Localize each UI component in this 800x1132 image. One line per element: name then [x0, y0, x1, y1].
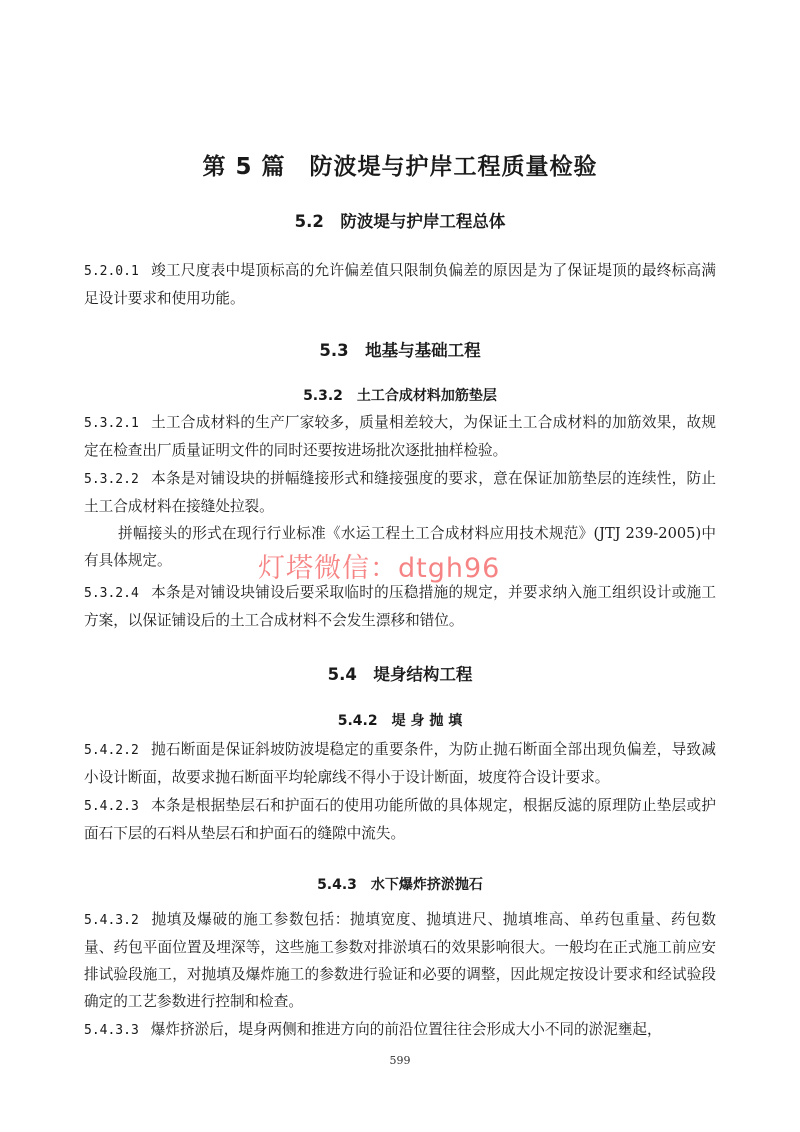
- section-title-5-2: 5.2 防波堤与护岸工程总体: [294, 212, 506, 231]
- clause-number: 5.3.2.1: [84, 416, 139, 431]
- section-title-5-4: 5.4 堤身结构工程: [327, 665, 473, 684]
- paragraph-5-4-2-3: [84, 792, 716, 847]
- clause-text: 本条是对铺设块的拼幅缝接形式和缝接强度的要求，意在保证加筋垫层的连续性，防止土工合成材料在接缝处拉裂。: [84, 470, 716, 515]
- clause-text: 抛填及爆破的施工参数包括：抛填宽度、抛填进尺、抛填堆高、单药包重量、药包数量、药包平面位置及埋深等，这些施工参数对排淤填石的效果影响很大。一般均在正式施工前应安排试验段施工，对抛填及爆炸施工的参数进行验证和必要的调整，因此规定按设计要求和经试验段确定的工艺参数进行控制和检查。: [84, 911, 716, 1010]
- clause-number: 5.4.2.2: [84, 743, 139, 758]
- clause-number: 5.3.2.4: [84, 586, 139, 601]
- page-number: 599: [389, 1054, 411, 1067]
- subsection-title-5-3-2: 5.3.2 土工合成材料加筋垫层: [303, 388, 497, 404]
- clause-number: 5.4.2.3: [84, 799, 139, 814]
- paragraph-5-2-0-1: [84, 257, 716, 312]
- clause-text: 土工合成材料的生产厂家较多，质量相差较大，为保证土工合成材料的加筋效果，故规定在检查出厂质量证明文件的同时还要按进场批次逐批抽样检验。: [84, 414, 716, 459]
- clause-number: 5.3.2.2: [84, 472, 139, 487]
- watermark-text: 灯塔微信：dtgh96: [258, 553, 501, 584]
- paragraph-5-3-2-1: [84, 409, 716, 464]
- subsection-title-5-4-2: 5.4.2 堤 身 抛 填: [337, 713, 463, 729]
- paragraph-5-4-3-3: [84, 1016, 716, 1044]
- clause-text: 本条是对铺设块铺设后要采取临时的压稳措施的规定，并要求纳入施工组织设计或施工方案，以保证铺设后的土工合成材料不会发生漂移和错位。: [84, 584, 716, 629]
- clause-text: 本条是根据垫层石和护面石的使用功能所做的具体规定，根据反滤的原理防止垫层或护面石下层的石料从垫层石和护面石的缝隙中流失。: [84, 797, 716, 842]
- clause-text: 竣工尺度表中堤顶标高的允许偏差值只限制负偏差的原因是为了保证堤顶的最终标高满足设计要求和使用功能。: [84, 262, 716, 307]
- section-title-5-3: 5.3 地基与基础工程: [319, 341, 481, 360]
- subsection-title-5-4-3: 5.4.3 水下爆炸挤淤抛石: [317, 877, 483, 893]
- clause-number: 5.4.3.2: [84, 913, 139, 928]
- paragraph-5-3-2-4: [84, 579, 716, 634]
- paragraph-5-3-2-2: [84, 465, 716, 520]
- paragraph-5-4-2-2: [84, 736, 716, 791]
- clause-number: 5.4.3.3: [84, 1023, 139, 1038]
- clause-text: 爆炸挤淤后，堤身两侧和推进方向的前沿位置往往会形成大小不同的淤泥壅起，: [150, 1021, 662, 1038]
- clause-text: 抛石断面是保证斜坡防波堤稳定的重要条件，为防止抛石断面全部出现负偏差，导致减小设计断面，故要求抛石断面平均轮廓线不得小于设计断面，坡度符合设计要求。: [84, 741, 716, 786]
- paragraph-5-3-2-2-continued: 拼幅接头的形式在现行行业标准《水运工程土工合成材料应用技术规范》(JTJ 239-2005)中有具体规定。: [84, 525, 716, 569]
- paragraph-5-4-3-2: [84, 906, 716, 1015]
- clause-number: 5.2.0.1: [84, 264, 139, 279]
- part-title: 第 5 篇 防波堤与护岸工程质量检验: [202, 154, 598, 180]
